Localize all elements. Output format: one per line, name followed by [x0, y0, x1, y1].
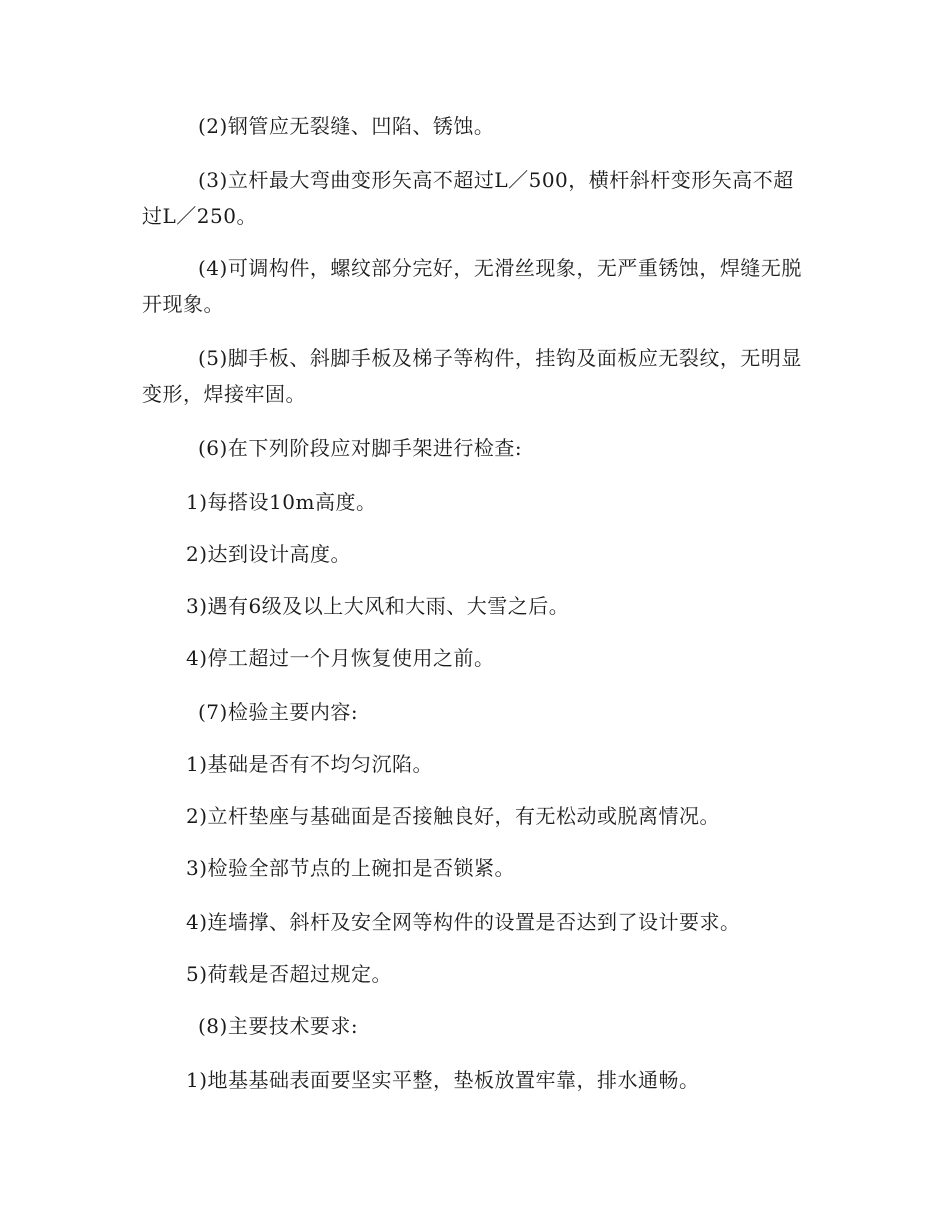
paragraph-8: (8)主要技术要求:: [198, 1014, 359, 1038]
paragraph-4: (4)可调构件，螺纹部分完好，无滑丝现象，无严重锈蚀，焊缝无脱开现象。: [142, 256, 802, 316]
list-item-6-3: 3)遇有6级及以上大风和大雨、大雪之后。: [186, 594, 570, 618]
list-item-8-1: 1)地基基础表面要坚实平整，垫板放置牢靠，排水通畅。: [186, 1068, 700, 1092]
paragraph-7: (7)检验主要内容:: [198, 700, 359, 724]
list-item-6-2: 2)达到设计高度。: [186, 542, 352, 566]
paragraph-5: (5)脚手板、斜脚手板及梯子等构件，挂钩及面板应无裂纹，无明显变形，焊接牢固。: [142, 346, 802, 406]
paragraph-3: (3)立杆最大弯曲变形矢高不超过L／500，横杆斜杆变形矢高不超过L／250。: [142, 168, 794, 228]
list-item-6-1: 1)每搭设10m高度。: [186, 490, 377, 514]
list-item-6-4: 4)停工超过一个月恢复使用之前。: [186, 646, 495, 670]
paragraph-6: (6)在下列阶段应对脚手架进行检查:: [198, 436, 523, 460]
list-item-7-2: 2)立杆垫座与基础面是否接触良好，有无松动或脱离情况。: [186, 804, 721, 828]
list-item-7-3: 3)检验全部节点的上碗扣是否锁紧。: [186, 856, 516, 880]
paragraph-2: (2)钢管应无裂缝、凹陷、锈蚀。: [198, 114, 495, 138]
list-item-7-5: 5)荷载是否超过规定。: [186, 962, 393, 986]
list-item-7-1: 1)基础是否有不均匀沉陷。: [186, 752, 434, 776]
list-item-7-4: 4)连墙撑、斜杆及安全网等构件的设置是否达到了设计要求。: [186, 910, 741, 934]
